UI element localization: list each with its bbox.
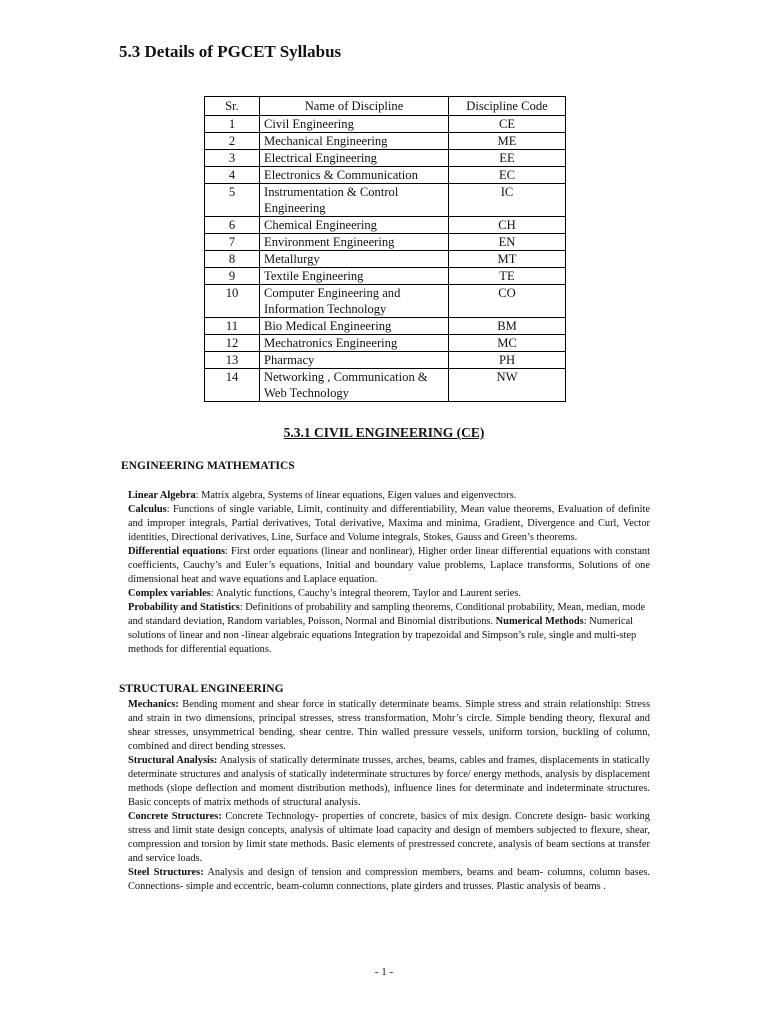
table-row (205, 318, 566, 335)
topic-text: : Matrix algebra, Systems of linear equations, Eigen values and eigenvectors. (195, 490, 517, 501)
discipline-name-cell: Mechanical Engineering (260, 133, 449, 150)
calculus-paragraph (128, 503, 650, 545)
column-header-code: Discipline Code (449, 97, 566, 116)
sr-cell: 7 (205, 234, 260, 251)
discipline-name-cell: Instrumentation & Control Engineering (260, 184, 449, 217)
table-row (205, 116, 566, 133)
topic-text: : Numerical solutions of linear and non -linear algebraic equations Integration by trapezoidal and Simpson’s rule, single and multi-step methods for differential equations. (128, 616, 637, 655)
discipline-code-cell: CO (449, 285, 566, 318)
structural-engineering-section (128, 698, 650, 894)
table-row (205, 285, 566, 318)
table-row (205, 369, 566, 402)
sr-cell: 10 (205, 285, 260, 318)
topic-label: Linear Algebra (128, 490, 196, 501)
sr-cell: 5 (205, 184, 260, 217)
structural-engineering-heading: STRUCTURAL ENGINEERING (119, 683, 284, 695)
topic-text: : Definitions of probability and sampling theorems, Conditional probability, Mean, median, mode and standard deviation, Random variables, Poisson, Normal and Binomial distributions. (128, 602, 646, 627)
topic-label: Probability and Statistics (128, 602, 240, 613)
probability-numerical-paragraph (128, 601, 650, 657)
topic-label: Calculus (128, 504, 167, 515)
discipline-code-cell: PH (449, 352, 566, 369)
column-header-sr: Sr. (205, 97, 260, 116)
topic-text: Analysis and design of tension and compression members, beams and beam- columns, column bases. Connections- simple and eccentric, beam-column connections, plate girders and trusses. Plastic analysis of beams . (128, 867, 650, 892)
discipline-name-cell: Metallurgy (260, 251, 449, 268)
topic-label: Differential equations (128, 546, 226, 557)
linear-algebra-paragraph (128, 489, 650, 503)
sr-cell: 1 (205, 116, 260, 133)
discipline-name-cell: Bio Medical Engineering (260, 318, 449, 335)
discipline-name-cell: Electronics & Communication (260, 167, 449, 184)
engineering-mathematics-section (128, 489, 650, 657)
discipline-name-cell: Chemical Engineering (260, 217, 449, 234)
column-header-name: Name of Discipline (260, 97, 449, 116)
discipline-code-cell: CE (449, 116, 566, 133)
topic-label: Mechanics: (128, 699, 179, 710)
discipline-code-cell: EE (449, 150, 566, 167)
table-row (205, 352, 566, 369)
topic-text: : Analytic functions, Cauchy’s integral theorem, Taylor and Laurent series. (210, 588, 521, 599)
sr-cell: 4 (205, 167, 260, 184)
topic-label: Concrete Structures: (128, 811, 222, 822)
discipline-code-cell: ME (449, 133, 566, 150)
sr-cell: 2 (205, 133, 260, 150)
topic-text: : First order equations (linear and nonlinear), Higher order linear differential equations with constant coefficients, Cauchy’s and Euler’s equations, Initial and boundary value problems, Laplace transforms, Solutions of one dimensional heat and wave equations and Laplace equation. (128, 546, 651, 585)
discipline-code-cell: CH (449, 217, 566, 234)
sr-cell: 9 (205, 268, 260, 285)
topic-text: Concrete Technology- properties of concrete, basics of mix design. Concrete design- basic working stress and limit state design concepts, analysis of ultimate load capacity and design of members subjected to flexure, shear, compression and torsion by limit state methods. Basic elements of prestressed concrete, analysis of beam sections at transfer and service loads. (128, 811, 650, 864)
discipline-name-cell: Pharmacy (260, 352, 449, 369)
sr-cell: 6 (205, 217, 260, 234)
sr-cell: 12 (205, 335, 260, 352)
section-subtitle: 5.3.1 CIVIL ENGINEERING (CE) (283, 425, 485, 440)
page-number: - 1 - (374, 966, 394, 978)
discipline-name-cell: Civil Engineering (260, 116, 449, 133)
page-title: 5.3 Details of PGCET Syllabus (119, 42, 342, 61)
table-row (205, 184, 566, 217)
discipline-code-cell: EN (449, 234, 566, 251)
mechanics-paragraph (128, 698, 650, 754)
discipline-code-cell: BM (449, 318, 566, 335)
discipline-code-cell: IC (449, 184, 566, 217)
sr-cell: 3 (205, 150, 260, 167)
sr-cell: 13 (205, 352, 260, 369)
table-row (205, 133, 566, 150)
concrete-structures-paragraph (128, 810, 650, 866)
steel-structures-paragraph (128, 866, 650, 894)
differential-equations-paragraph (128, 545, 650, 587)
topic-text: Bending moment and shear force in statically determinate beams. Simple stress and strain relationship: Stress and strain in two dimensions, principal stresses, stress transformation, Mohr’s circle. Simple bending theory, flexural and shear stresses, unsymmetrical bending, shear centre. Thin walled pressure vessels, uniform torsion, buckling of column, combined and direct bending stresses. (128, 699, 650, 752)
table-row (205, 150, 566, 167)
topic-label: Numerical Methods (495, 616, 584, 627)
discipline-name-cell: Environment Engineering (260, 234, 449, 251)
discipline-name-cell: Mechatronics Engineering (260, 335, 449, 352)
complex-variables-paragraph (128, 587, 650, 601)
discipline-name-cell: Networking , Communication & Web Technology (260, 369, 449, 402)
topic-label: Structural Analysis: (128, 755, 218, 766)
discipline-code-cell: MC (449, 335, 566, 352)
table-row (205, 167, 566, 184)
discipline-code-cell: NW (449, 369, 566, 402)
discipline-name-cell: Textile Engineering (260, 268, 449, 285)
structural-analysis-paragraph (128, 754, 650, 810)
discipline-name-cell: Computer Engineering and Information Technology (260, 285, 449, 318)
table-row (205, 234, 566, 251)
table-header-row (205, 97, 566, 116)
topic-text: : Functions of single variable, Limit, continuity and differentiability, Mean value theorems, Evaluation of definite and improper integrals, Partial derivatives, Total derivative, Maxima and minima, Gradient, Divergence and Curl, Vector identities, Directional derivatives, Line, Surface and Volume integrals, Stokes, Gauss and Green’s theorems. (128, 504, 650, 543)
sr-cell: 8 (205, 251, 260, 268)
discipline-code-cell: TE (449, 268, 566, 285)
topic-label: Complex variables (128, 588, 211, 599)
table-row (205, 251, 566, 268)
table-row (205, 217, 566, 234)
sr-cell: 14 (205, 369, 260, 402)
discipline-table (204, 96, 566, 402)
sr-cell: 11 (205, 318, 260, 335)
discipline-code-cell: EC (449, 167, 566, 184)
engineering-mathematics-heading: ENGINEERING MATHEMATICS (121, 460, 295, 472)
table-row (205, 335, 566, 352)
discipline-code-cell: MT (449, 251, 566, 268)
topic-text: Analysis of statically determinate trusses, arches, beams, cables and frames, displacements in statically determinate structures and analysis of statically indeterminate structures by force/ energy methods, analysis by displacement methods (slope deflection and moment distribution methods), influence lines for determinate and indeterminate structures. Basic concepts of matrix methods of structural analysis. (128, 755, 650, 808)
topic-label: Steel Structures: (128, 867, 204, 878)
discipline-name-cell: Electrical Engineering (260, 150, 449, 167)
table-row (205, 268, 566, 285)
